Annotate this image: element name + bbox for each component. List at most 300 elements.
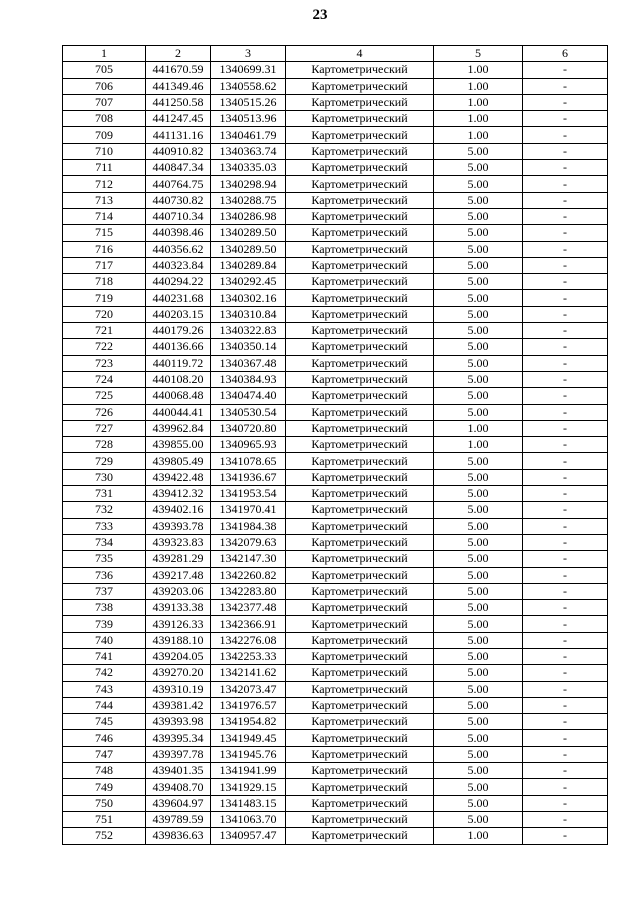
- method-cell: Картометрический: [286, 355, 434, 371]
- method-cell: Картометрический: [286, 62, 434, 78]
- table-row: [63, 290, 608, 306]
- y-coordinate-cell: 1340289.50: [211, 241, 286, 257]
- accuracy-cell: 5.00: [434, 257, 523, 273]
- x-coordinate-cell: 439381.42: [146, 697, 211, 713]
- table-row: [63, 746, 608, 762]
- method-cell: Картометрический: [286, 160, 434, 176]
- note-cell: -: [523, 453, 608, 469]
- table-row: [63, 323, 608, 339]
- x-coordinate-cell: 439133.38: [146, 600, 211, 616]
- accuracy-cell: 5.00: [434, 241, 523, 257]
- note-cell: -: [523, 94, 608, 110]
- point-number-cell: 713: [63, 192, 146, 208]
- point-number-cell: 749: [63, 779, 146, 795]
- accuracy-cell: 5.00: [434, 616, 523, 632]
- note-cell: -: [523, 437, 608, 453]
- accuracy-cell: 5.00: [434, 534, 523, 550]
- note-cell: -: [523, 241, 608, 257]
- y-coordinate-cell: 1340699.31: [211, 62, 286, 78]
- table-row: [63, 486, 608, 502]
- y-coordinate-cell: 1340513.96: [211, 111, 286, 127]
- accuracy-cell: 5.00: [434, 274, 523, 290]
- table-row: [63, 257, 608, 273]
- table-row: [63, 208, 608, 224]
- point-number-cell: 747: [63, 746, 146, 762]
- note-cell: -: [523, 486, 608, 502]
- accuracy-cell: 1.00: [434, 62, 523, 78]
- note-cell: -: [523, 274, 608, 290]
- x-coordinate-cell: 439408.70: [146, 779, 211, 795]
- y-coordinate-cell: 1341970.41: [211, 502, 286, 518]
- accuracy-cell: 5.00: [434, 176, 523, 192]
- accuracy-cell: 5.00: [434, 143, 523, 159]
- x-coordinate-cell: 439422.48: [146, 469, 211, 485]
- table-row: [63, 828, 608, 844]
- note-cell: -: [523, 208, 608, 224]
- x-coordinate-cell: 441247.45: [146, 111, 211, 127]
- x-coordinate-cell: 440203.15: [146, 306, 211, 322]
- method-cell: Картометрический: [286, 437, 434, 453]
- accuracy-cell: 1.00: [434, 437, 523, 453]
- table-row: [63, 665, 608, 681]
- point-number-cell: 723: [63, 355, 146, 371]
- table-row: [63, 763, 608, 779]
- x-coordinate-cell: 441349.46: [146, 78, 211, 94]
- y-coordinate-cell: 1340461.79: [211, 127, 286, 143]
- point-number-cell: 731: [63, 486, 146, 502]
- note-cell: -: [523, 290, 608, 306]
- method-cell: Картометрический: [286, 127, 434, 143]
- accuracy-cell: 5.00: [434, 697, 523, 713]
- table-row: [63, 78, 608, 94]
- point-number-cell: 739: [63, 616, 146, 632]
- method-cell: Картометрический: [286, 714, 434, 730]
- method-cell: Картометрический: [286, 94, 434, 110]
- x-coordinate-cell: 439188.10: [146, 632, 211, 648]
- note-cell: -: [523, 534, 608, 550]
- accuracy-cell: 5.00: [434, 763, 523, 779]
- note-cell: -: [523, 127, 608, 143]
- table-row: [63, 339, 608, 355]
- table-row: [63, 388, 608, 404]
- table-row: [63, 795, 608, 811]
- x-coordinate-cell: 440108.20: [146, 371, 211, 387]
- accuracy-cell: 5.00: [434, 795, 523, 811]
- y-coordinate-cell: 1341936.67: [211, 469, 286, 485]
- note-cell: -: [523, 551, 608, 567]
- y-coordinate-cell: 1340350.14: [211, 339, 286, 355]
- note-cell: -: [523, 192, 608, 208]
- accuracy-cell: 1.00: [434, 111, 523, 127]
- x-coordinate-cell: 440764.75: [146, 176, 211, 192]
- y-coordinate-cell: 1342283.80: [211, 583, 286, 599]
- note-cell: -: [523, 828, 608, 844]
- table-row: [63, 143, 608, 159]
- note-cell: -: [523, 143, 608, 159]
- accuracy-cell: 5.00: [434, 665, 523, 681]
- accuracy-cell: 5.00: [434, 355, 523, 371]
- x-coordinate-cell: 440910.82: [146, 143, 211, 159]
- x-coordinate-cell: 439836.63: [146, 828, 211, 844]
- y-coordinate-cell: 1340322.83: [211, 323, 286, 339]
- method-cell: Картометрический: [286, 453, 434, 469]
- note-cell: -: [523, 681, 608, 697]
- point-number-cell: 740: [63, 632, 146, 648]
- method-cell: Картометрический: [286, 502, 434, 518]
- point-number-cell: 715: [63, 225, 146, 241]
- y-coordinate-cell: 1341954.82: [211, 714, 286, 730]
- method-cell: Картометрический: [286, 697, 434, 713]
- accuracy-cell: 5.00: [434, 681, 523, 697]
- table-row: [63, 437, 608, 453]
- table-row: [63, 274, 608, 290]
- y-coordinate-cell: 1341953.54: [211, 486, 286, 502]
- note-cell: -: [523, 714, 608, 730]
- y-coordinate-cell: 1340515.26: [211, 94, 286, 110]
- method-cell: Картометрический: [286, 241, 434, 257]
- note-cell: -: [523, 632, 608, 648]
- method-cell: Картометрический: [286, 339, 434, 355]
- x-coordinate-cell: 440119.72: [146, 355, 211, 371]
- x-coordinate-cell: 439323.83: [146, 534, 211, 550]
- point-number-cell: 729: [63, 453, 146, 469]
- method-cell: Картометрический: [286, 551, 434, 567]
- note-cell: -: [523, 648, 608, 664]
- method-cell: Картометрический: [286, 257, 434, 273]
- table-header-row: [63, 46, 608, 62]
- y-coordinate-cell: 1340335.03: [211, 160, 286, 176]
- note-cell: -: [523, 600, 608, 616]
- y-coordinate-cell: 1340558.62: [211, 78, 286, 94]
- table-row: [63, 371, 608, 387]
- accuracy-cell: 5.00: [434, 502, 523, 518]
- x-coordinate-cell: 440710.34: [146, 208, 211, 224]
- x-coordinate-cell: 439855.00: [146, 437, 211, 453]
- point-number-cell: 727: [63, 420, 146, 436]
- method-cell: Картометрический: [286, 648, 434, 664]
- method-cell: Картометрический: [286, 828, 434, 844]
- accuracy-cell: 1.00: [434, 828, 523, 844]
- point-number-cell: 721: [63, 323, 146, 339]
- y-coordinate-cell: 1342276.08: [211, 632, 286, 648]
- note-cell: -: [523, 404, 608, 420]
- y-coordinate-cell: 1341063.70: [211, 811, 286, 827]
- table-row: [63, 583, 608, 599]
- table-row: [63, 453, 608, 469]
- x-coordinate-cell: 439604.97: [146, 795, 211, 811]
- accuracy-cell: 5.00: [434, 323, 523, 339]
- note-cell: -: [523, 306, 608, 322]
- point-number-cell: 751: [63, 811, 146, 827]
- x-coordinate-cell: 439412.32: [146, 486, 211, 502]
- table-row: [63, 632, 608, 648]
- x-coordinate-cell: 439126.33: [146, 616, 211, 632]
- point-number-cell: 738: [63, 600, 146, 616]
- accuracy-cell: 5.00: [434, 192, 523, 208]
- note-cell: -: [523, 225, 608, 241]
- x-coordinate-cell: 440398.46: [146, 225, 211, 241]
- method-cell: Картометрический: [286, 469, 434, 485]
- coordinates-table: [62, 45, 608, 845]
- method-cell: Картометрический: [286, 420, 434, 436]
- y-coordinate-cell: 1342253.33: [211, 648, 286, 664]
- table-row: [63, 600, 608, 616]
- point-number-cell: 720: [63, 306, 146, 322]
- y-coordinate-cell: 1342377.48: [211, 600, 286, 616]
- note-cell: -: [523, 665, 608, 681]
- accuracy-cell: 5.00: [434, 290, 523, 306]
- table-row: [63, 697, 608, 713]
- x-coordinate-cell: 440847.34: [146, 160, 211, 176]
- y-coordinate-cell: 1341483.15: [211, 795, 286, 811]
- method-cell: Картометрический: [286, 518, 434, 534]
- x-coordinate-cell: 441670.59: [146, 62, 211, 78]
- x-coordinate-cell: 439789.59: [146, 811, 211, 827]
- method-cell: Картометрический: [286, 534, 434, 550]
- accuracy-cell: 5.00: [434, 306, 523, 322]
- x-coordinate-cell: 439393.78: [146, 518, 211, 534]
- x-coordinate-cell: 440068.48: [146, 388, 211, 404]
- note-cell: -: [523, 763, 608, 779]
- method-cell: Картометрический: [286, 811, 434, 827]
- table-row: [63, 567, 608, 583]
- method-cell: Картометрический: [286, 567, 434, 583]
- y-coordinate-cell: 1341984.38: [211, 518, 286, 534]
- accuracy-cell: 5.00: [434, 469, 523, 485]
- point-number-cell: 744: [63, 697, 146, 713]
- y-coordinate-cell: 1342141.62: [211, 665, 286, 681]
- y-coordinate-cell: 1340474.40: [211, 388, 286, 404]
- method-cell: Картометрический: [286, 306, 434, 322]
- note-cell: -: [523, 388, 608, 404]
- note-cell: -: [523, 567, 608, 583]
- point-number-cell: 716: [63, 241, 146, 257]
- note-cell: -: [523, 795, 608, 811]
- table-row: [63, 192, 608, 208]
- note-cell: -: [523, 420, 608, 436]
- method-cell: Картометрический: [286, 78, 434, 94]
- accuracy-cell: 5.00: [434, 779, 523, 795]
- point-number-cell: 726: [63, 404, 146, 420]
- y-coordinate-cell: 1340720.80: [211, 420, 286, 436]
- column-header-2: 2: [146, 46, 211, 62]
- note-cell: -: [523, 518, 608, 534]
- note-cell: -: [523, 111, 608, 127]
- table-row: [63, 176, 608, 192]
- y-coordinate-cell: 1341949.45: [211, 730, 286, 746]
- table-row: [63, 127, 608, 143]
- accuracy-cell: 5.00: [434, 648, 523, 664]
- note-cell: -: [523, 697, 608, 713]
- x-coordinate-cell: 440323.84: [146, 257, 211, 273]
- method-cell: Картометрический: [286, 632, 434, 648]
- accuracy-cell: 5.00: [434, 600, 523, 616]
- accuracy-cell: 5.00: [434, 160, 523, 176]
- x-coordinate-cell: 439962.84: [146, 420, 211, 436]
- method-cell: Картометрический: [286, 208, 434, 224]
- accuracy-cell: 5.00: [434, 339, 523, 355]
- y-coordinate-cell: 1340965.93: [211, 437, 286, 453]
- table-row: [63, 62, 608, 78]
- accuracy-cell: 1.00: [434, 127, 523, 143]
- accuracy-cell: 5.00: [434, 225, 523, 241]
- note-cell: -: [523, 339, 608, 355]
- method-cell: Картометрический: [286, 486, 434, 502]
- accuracy-cell: 5.00: [434, 518, 523, 534]
- table-row: [63, 730, 608, 746]
- y-coordinate-cell: 1341929.15: [211, 779, 286, 795]
- method-cell: Картометрический: [286, 111, 434, 127]
- y-coordinate-cell: 1341078.65: [211, 453, 286, 469]
- method-cell: Картометрический: [286, 404, 434, 420]
- x-coordinate-cell: 439281.29: [146, 551, 211, 567]
- method-cell: Картометрический: [286, 665, 434, 681]
- note-cell: -: [523, 371, 608, 387]
- table-row: [63, 518, 608, 534]
- x-coordinate-cell: 439395.34: [146, 730, 211, 746]
- method-cell: Картометрический: [286, 192, 434, 208]
- note-cell: -: [523, 616, 608, 632]
- point-number-cell: 711: [63, 160, 146, 176]
- method-cell: Картометрический: [286, 388, 434, 404]
- table-row: [63, 420, 608, 436]
- accuracy-cell: 5.00: [434, 486, 523, 502]
- accuracy-cell: 5.00: [434, 371, 523, 387]
- point-number-cell: 712: [63, 176, 146, 192]
- point-number-cell: 742: [63, 665, 146, 681]
- method-cell: Картометрический: [286, 616, 434, 632]
- x-coordinate-cell: 439203.06: [146, 583, 211, 599]
- point-number-cell: 752: [63, 828, 146, 844]
- point-number-cell: 722: [63, 339, 146, 355]
- y-coordinate-cell: 1341945.76: [211, 746, 286, 762]
- accuracy-cell: 1.00: [434, 78, 523, 94]
- y-coordinate-cell: 1342073.47: [211, 681, 286, 697]
- method-cell: Картометрический: [286, 290, 434, 306]
- x-coordinate-cell: 440044.41: [146, 404, 211, 420]
- accuracy-cell: 5.00: [434, 714, 523, 730]
- method-cell: Картометрический: [286, 371, 434, 387]
- note-cell: -: [523, 811, 608, 827]
- point-number-cell: 732: [63, 502, 146, 518]
- method-cell: Картометрический: [286, 681, 434, 697]
- y-coordinate-cell: 1342366.91: [211, 616, 286, 632]
- note-cell: -: [523, 160, 608, 176]
- y-coordinate-cell: 1340367.48: [211, 355, 286, 371]
- method-cell: Картометрический: [286, 143, 434, 159]
- accuracy-cell: 5.00: [434, 208, 523, 224]
- table-row: [63, 404, 608, 420]
- column-header-3: 3: [211, 46, 286, 62]
- accuracy-cell: 5.00: [434, 746, 523, 762]
- accuracy-cell: 5.00: [434, 388, 523, 404]
- note-cell: -: [523, 502, 608, 518]
- x-coordinate-cell: 439270.20: [146, 665, 211, 681]
- point-number-cell: 717: [63, 257, 146, 273]
- table-row: [63, 779, 608, 795]
- y-coordinate-cell: 1342079.63: [211, 534, 286, 550]
- y-coordinate-cell: 1340289.50: [211, 225, 286, 241]
- note-cell: -: [523, 746, 608, 762]
- accuracy-cell: 5.00: [434, 583, 523, 599]
- table-row: [63, 811, 608, 827]
- x-coordinate-cell: 440356.62: [146, 241, 211, 257]
- point-number-cell: 733: [63, 518, 146, 534]
- table-row: [63, 714, 608, 730]
- method-cell: Картометрический: [286, 746, 434, 762]
- accuracy-cell: 5.00: [434, 404, 523, 420]
- point-number-cell: 725: [63, 388, 146, 404]
- table-row: [63, 94, 608, 110]
- accuracy-cell: 5.00: [434, 730, 523, 746]
- y-coordinate-cell: 1340957.47: [211, 828, 286, 844]
- note-cell: -: [523, 257, 608, 273]
- point-number-cell: 707: [63, 94, 146, 110]
- note-cell: -: [523, 355, 608, 371]
- table-row: [63, 502, 608, 518]
- y-coordinate-cell: 1341941.99: [211, 763, 286, 779]
- table-row: [63, 648, 608, 664]
- x-coordinate-cell: 440179.26: [146, 323, 211, 339]
- accuracy-cell: 5.00: [434, 567, 523, 583]
- accuracy-cell: 1.00: [434, 94, 523, 110]
- point-number-cell: 708: [63, 111, 146, 127]
- accuracy-cell: 5.00: [434, 811, 523, 827]
- table-row: [63, 616, 608, 632]
- note-cell: -: [523, 78, 608, 94]
- accuracy-cell: 5.00: [434, 551, 523, 567]
- point-number-cell: 748: [63, 763, 146, 779]
- x-coordinate-cell: 439217.48: [146, 567, 211, 583]
- point-number-cell: 714: [63, 208, 146, 224]
- x-coordinate-cell: 441131.16: [146, 127, 211, 143]
- table-body: [63, 62, 608, 844]
- method-cell: Картометрический: [286, 225, 434, 241]
- y-coordinate-cell: 1340286.98: [211, 208, 286, 224]
- column-header-6: 6: [523, 46, 608, 62]
- x-coordinate-cell: 439393.98: [146, 714, 211, 730]
- method-cell: Картометрический: [286, 176, 434, 192]
- x-coordinate-cell: 441250.58: [146, 94, 211, 110]
- column-header-4: 4: [286, 46, 434, 62]
- page-number: 23: [312, 7, 328, 23]
- point-number-cell: 718: [63, 274, 146, 290]
- y-coordinate-cell: 1342260.82: [211, 567, 286, 583]
- x-coordinate-cell: 439401.35: [146, 763, 211, 779]
- x-coordinate-cell: 439805.49: [146, 453, 211, 469]
- point-number-cell: 705: [63, 62, 146, 78]
- x-coordinate-cell: 440231.68: [146, 290, 211, 306]
- table-row: [63, 681, 608, 697]
- table-row: [63, 111, 608, 127]
- method-cell: Картометрический: [286, 779, 434, 795]
- point-number-cell: 750: [63, 795, 146, 811]
- table-row: [63, 306, 608, 322]
- y-coordinate-cell: 1340310.84: [211, 306, 286, 322]
- point-number-cell: 709: [63, 127, 146, 143]
- point-number-cell: 735: [63, 551, 146, 567]
- y-coordinate-cell: 1340298.94: [211, 176, 286, 192]
- method-cell: Картометрический: [286, 763, 434, 779]
- y-coordinate-cell: 1340302.16: [211, 290, 286, 306]
- note-cell: -: [523, 730, 608, 746]
- table-row: [63, 225, 608, 241]
- note-cell: -: [523, 779, 608, 795]
- accuracy-cell: 1.00: [434, 420, 523, 436]
- y-coordinate-cell: 1340292.45: [211, 274, 286, 290]
- table-row: [63, 241, 608, 257]
- note-cell: -: [523, 469, 608, 485]
